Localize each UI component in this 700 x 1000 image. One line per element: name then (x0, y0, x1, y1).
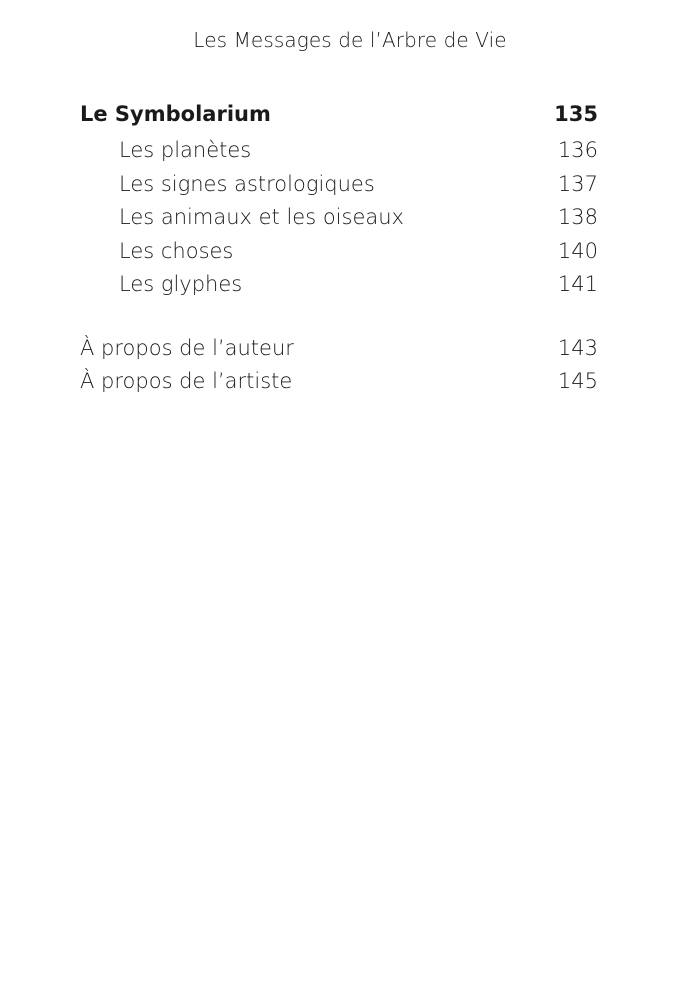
toc-entry-label: Les planètes (119, 138, 252, 162)
toc-entry-label: Les animaux et les oiseaux (119, 205, 404, 229)
table-of-contents (80, 96, 598, 399)
toc-entry-about-author (80, 332, 598, 366)
toc-page-number: 135 (554, 102, 598, 126)
running-title: Les Messages de l’Arbre de Vie (193, 28, 507, 52)
toc-entry (80, 268, 598, 302)
toc-entry-label: À propos de l’auteur (80, 335, 294, 360)
toc-page-number: 141 (557, 272, 598, 296)
toc-page-number: 140 (557, 238, 598, 263)
toc-page-number: 145 (557, 369, 598, 393)
toc-gap (80, 302, 598, 332)
toc-entry-label: Le Symbolarium (80, 102, 271, 126)
toc-page-number: 136 (557, 138, 598, 162)
toc-page-number: 143 (557, 335, 598, 360)
toc-entry (80, 134, 598, 168)
toc-section-symbolarium (80, 96, 598, 132)
toc-entry-about-artist (80, 365, 598, 399)
toc-entry (80, 235, 598, 269)
toc-entry (80, 168, 598, 202)
toc-entry (80, 201, 598, 235)
toc-entry-label: Les glyphes (119, 272, 243, 296)
toc-entry-label: Les signes astrologiques (119, 171, 375, 196)
toc-entry-label: À propos de l’artiste (80, 369, 293, 393)
toc-page-number: 138 (557, 205, 598, 229)
toc-entry-label: Les choses (119, 238, 234, 263)
toc-page-number: 137 (557, 171, 598, 196)
